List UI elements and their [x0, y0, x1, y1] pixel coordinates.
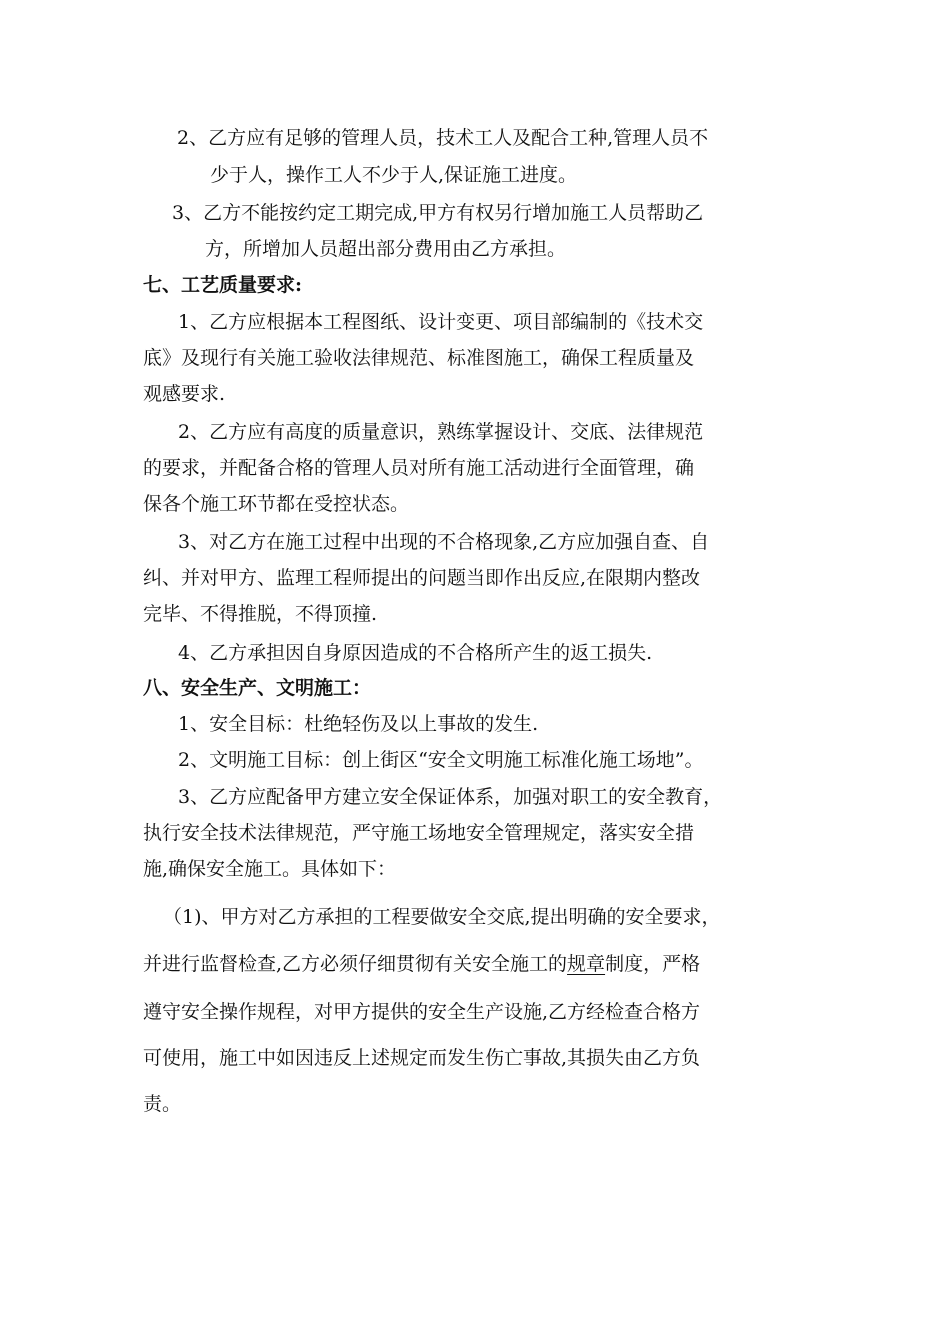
- paragraph-8-1: 1、安全目标：杜绝轻伤及以上事故的发生.: [178, 713, 539, 735]
- underlined-term: 规章: [567, 953, 606, 975]
- section-heading-8: 八、安全生产、文明施工：: [143, 677, 372, 699]
- paragraph-6-3-line-1: 3、乙方不能按约定工期完成,甲方有权另行增加施工人员帮助乙: [172, 202, 704, 224]
- paragraph-7-1-line-1: 1、乙方应根据本工程图纸、设计变更、项目部编制的《技术交: [178, 311, 704, 333]
- paragraph-8-3-1-line-5: 责。: [143, 1093, 182, 1115]
- paragraph-8-3-line-3: 施,确保安全施工。具体如下：: [143, 858, 397, 880]
- paragraph-7-2-line-3: 保各个施工环节都在受控状态。: [143, 493, 410, 515]
- paragraph-8-3-1-line-2-start: 并进行监督检查,乙方必须仔细贯彻有关安全施工的: [143, 953, 568, 975]
- paragraph-7-3-line-1: 3、对乙方在施工过程中出现的不合格现象,乙方应加强自查、自: [178, 531, 710, 553]
- paragraph-7-3-line-2: 纠、并对甲方、监理工程师提出的问题当即作出反应,在限期内整改: [143, 567, 701, 589]
- paragraph-7-2-line-1: 2、乙方应有高度的质量意识，熟练掌握设计、交底、法律规范: [178, 421, 704, 443]
- paragraph-7-4: 4、乙方承担因自身原因造成的不合格所产生的返工损失.: [178, 642, 653, 664]
- paragraph-7-1-line-3: 观感要求.: [143, 383, 226, 405]
- paragraph-8-3-line-1: 3、乙方应配备甲方建立安全保证体系，加强对职工的安全教育，: [178, 786, 723, 808]
- paragraph-8-3-1-line-3: 遵守安全操作规程，对甲方提供的安全生产设施,乙方经检查合格方: [143, 1001, 701, 1023]
- paragraph-6-3-line-2: 方，所增加人员超出部分费用由乙方承担。: [205, 238, 567, 260]
- paragraph-8-2: 2、文明施工目标：创上街区“安全文明施工标准化施工场地”。: [178, 749, 704, 771]
- paragraph-8-3-1-line-2: [143, 952, 950, 976]
- paragraph-8-3-1-line-4: 可使用，施工中如因违反上述规定而发生伤亡事故,其损失由乙方负: [143, 1047, 701, 1069]
- paragraph-8-3-line-2: 执行安全技术法律规范，严守施工场地安全管理规定，落实安全措: [143, 822, 695, 844]
- paragraph-7-2-line-2: 的要求，并配备合格的管理人员对所有施工活动进行全面管理，确: [143, 457, 695, 479]
- paragraph-7-1-line-2: 底》及现行有关施工验收法律规范、标准图施工，确保工程质量及: [143, 347, 695, 369]
- paragraph-6-2-line-1: 2、乙方应有足够的管理人员，技术工人及配合工种,管理人员不: [177, 127, 709, 149]
- paragraph-8-3-1-line-2-end: 制度，严格: [605, 953, 701, 975]
- paragraph-8-3-1-line-1: （1)、甲方对乙方承担的工程要做安全交底,提出明确的安全要求，: [163, 906, 721, 928]
- paragraph-6-2-line-2: 少于人，操作工人不少于人,保证施工进度。: [210, 164, 578, 186]
- paragraph-7-3-line-3: 完毕、不得推脱，不得顶撞.: [143, 603, 378, 625]
- section-heading-7: 七、工艺质量要求:: [143, 274, 303, 296]
